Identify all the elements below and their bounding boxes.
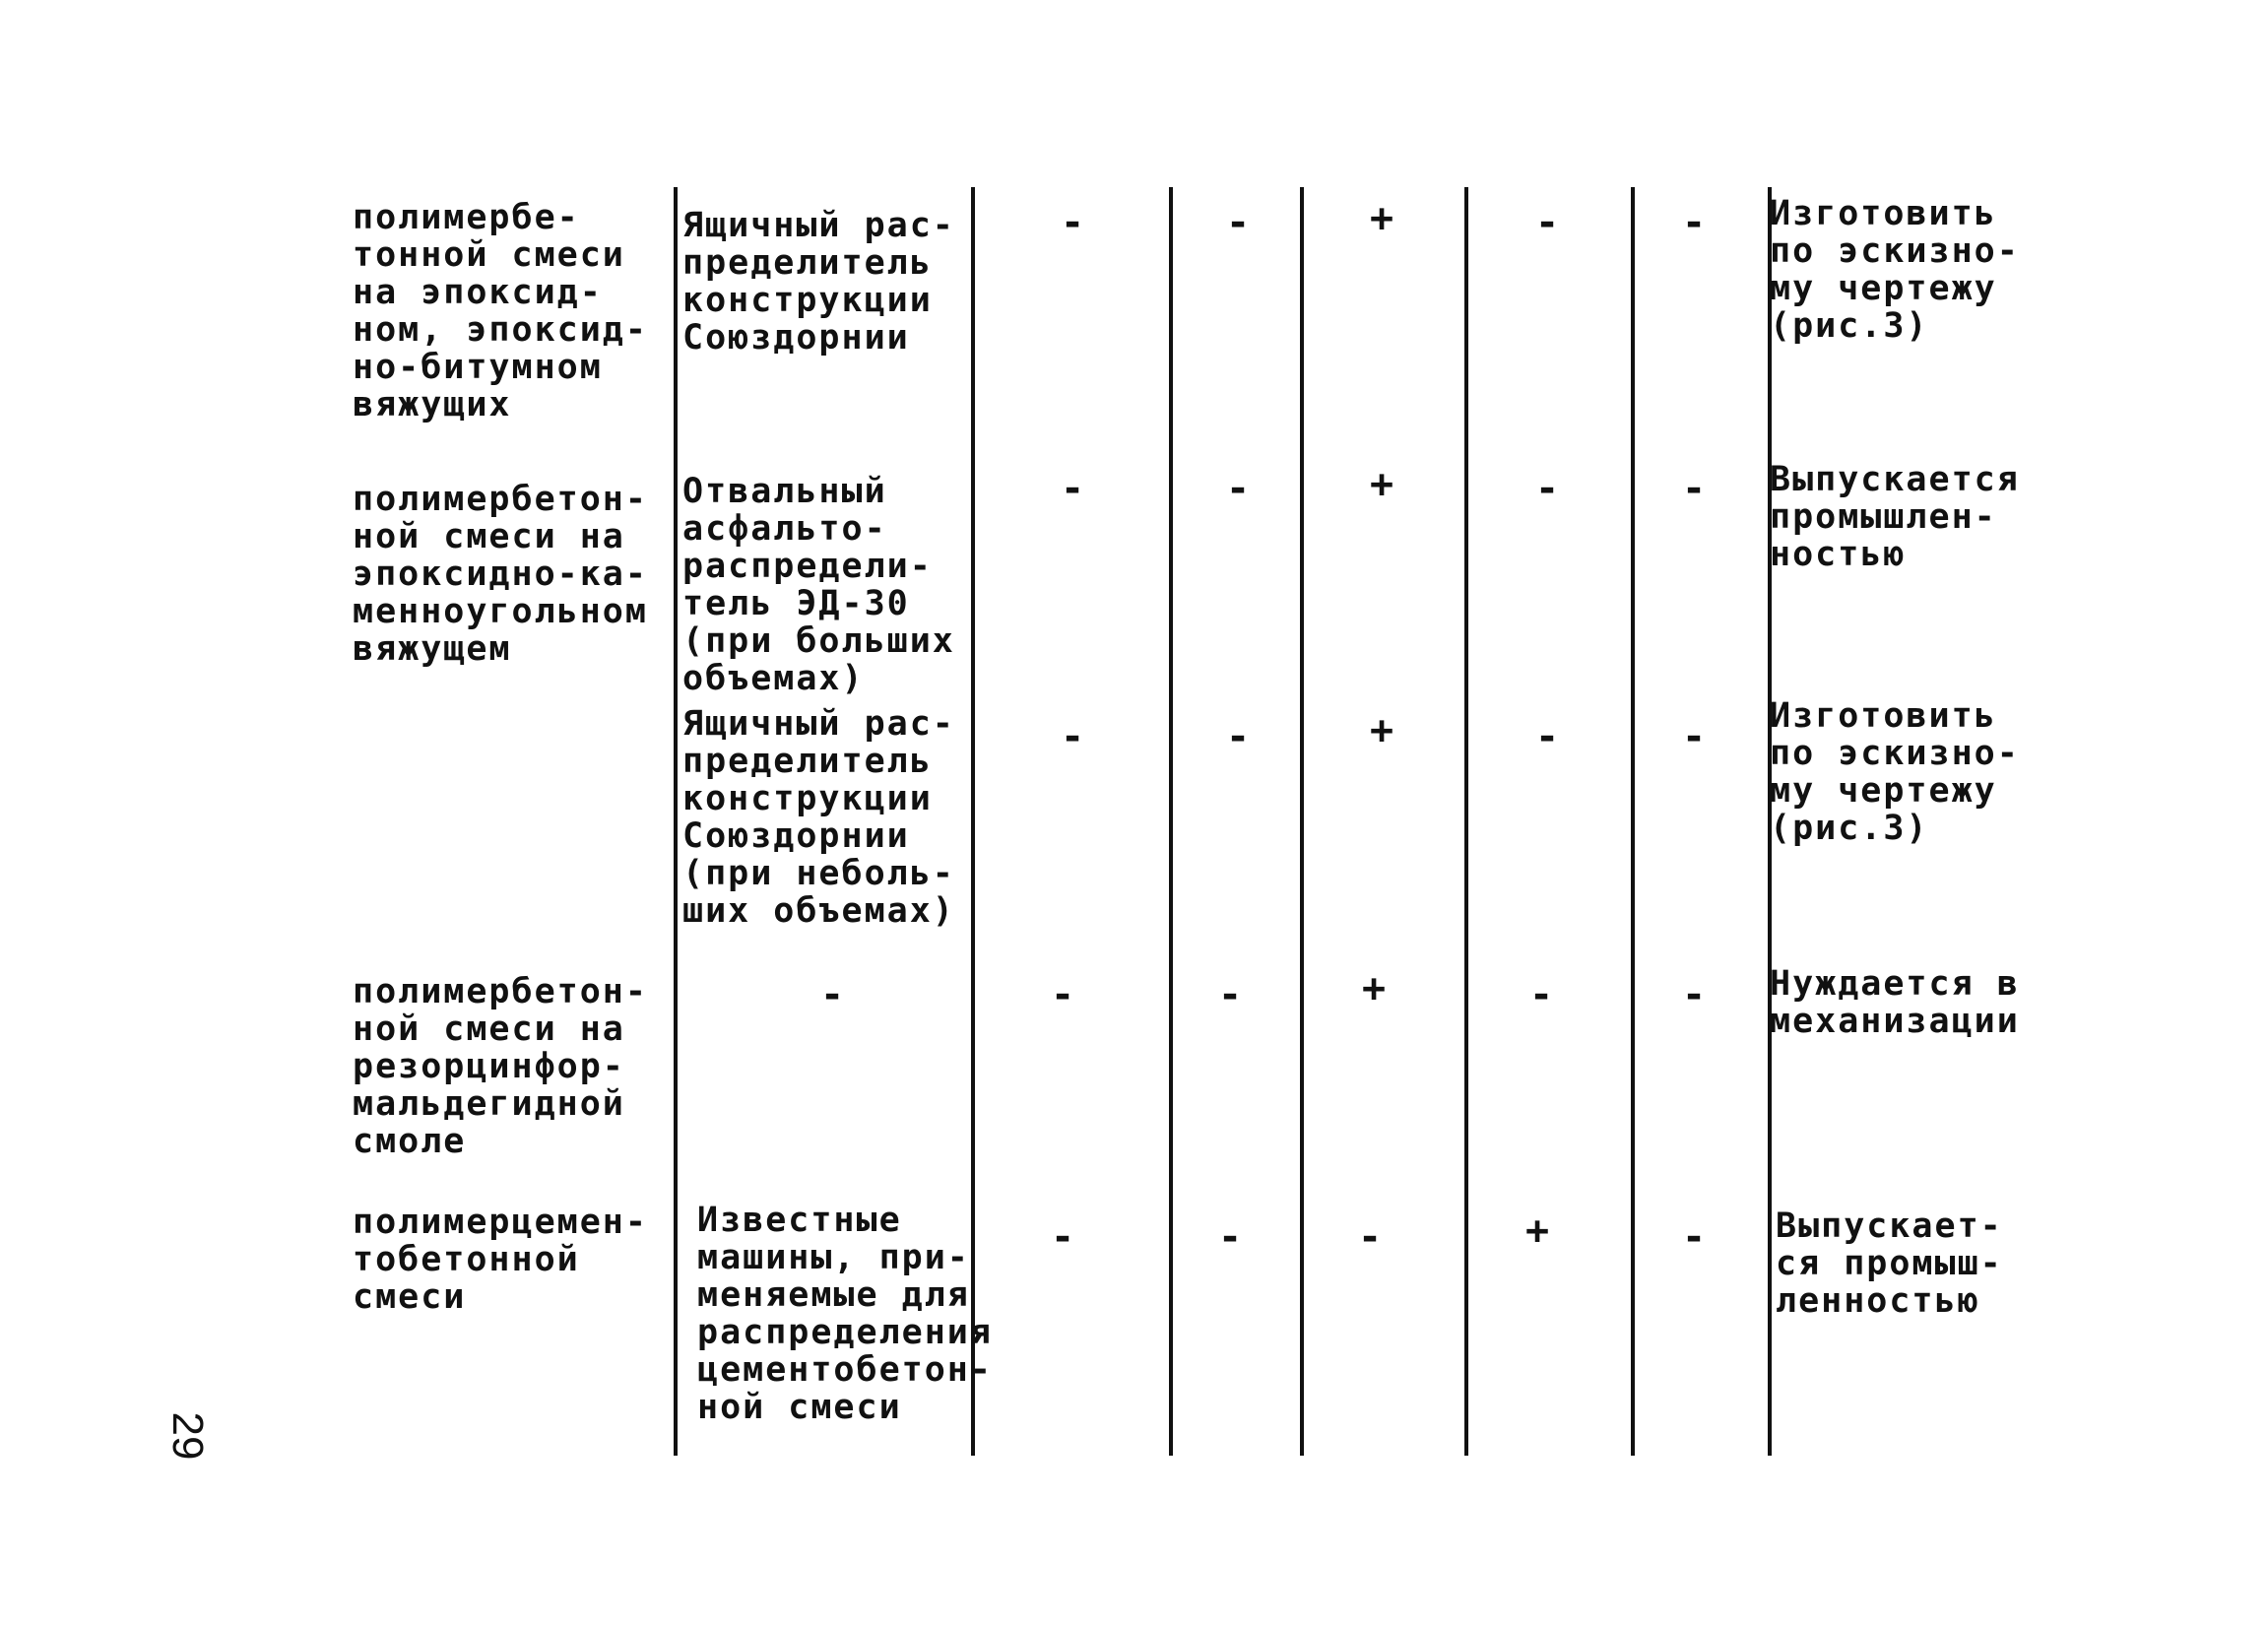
note-cell: Изготовить по эскизно- му чертежу (рис.3): [1770, 194, 2020, 346]
column-rule: [1631, 187, 1635, 1456]
mark: -: [1060, 466, 1085, 511]
note-cell: Выпускается промышлен- ностью: [1770, 460, 2020, 574]
mark: -: [1681, 200, 1707, 245]
mark: +: [1369, 708, 1394, 753]
mark: -: [1225, 714, 1251, 759]
mark: -: [1217, 1214, 1243, 1260]
mark: -: [1681, 972, 1707, 1017]
mark: -: [1060, 714, 1085, 759]
machine-cell: Ящичный рас- пределитель конструкции Союздорнии (при неболь- ших объемах): [682, 704, 955, 931]
mark: +: [1369, 462, 1394, 507]
mark: -: [1225, 466, 1251, 511]
material-cell: полимербетон- ной смеси на эпоксидно-ка- менноугольном вяжущем: [353, 480, 648, 669]
mark: -: [1534, 714, 1560, 759]
machine-cell: Известные машины, при- меняемые для распределения цементобетон- ной смеси: [697, 1201, 993, 1427]
mark: -: [1357, 1214, 1383, 1260]
mark: +: [1361, 966, 1387, 1011]
mark: -: [1681, 714, 1707, 759]
mark: -: [1217, 972, 1243, 1017]
column-rule: [1169, 187, 1173, 1456]
mark: -: [819, 972, 845, 1017]
material-cell: полимербетон- ной смеси на резорцинфор- мальдегидной смоле: [353, 972, 648, 1161]
mark: -: [1050, 972, 1075, 1017]
mark: -: [1528, 972, 1554, 1017]
column-rule: [1300, 187, 1304, 1456]
note-cell: Изготовить по эскизно- му чертежу (рис.3): [1770, 696, 2020, 848]
mark: -: [1534, 200, 1560, 245]
page-number: 29: [163, 1411, 212, 1461]
mark: -: [1534, 466, 1560, 511]
mark: +: [1369, 196, 1394, 241]
mark: -: [1225, 200, 1251, 245]
material-cell: полимерцемен- тобетонной смеси: [353, 1203, 648, 1317]
mark: +: [1524, 1208, 1550, 1254]
material-cell: полимербе- тонной смеси на эпоксид- ном, эпоксид- но-битумном вяжущих: [353, 198, 648, 424]
column-rule: [1464, 187, 1468, 1456]
mark: -: [1050, 1214, 1075, 1260]
mark: -: [1681, 466, 1707, 511]
machine-cell: Ящичный рас- пределитель конструкции Союздорнии: [682, 206, 955, 358]
mark: -: [1681, 1214, 1707, 1260]
mark: -: [1060, 200, 1085, 245]
note-cell: Выпускает- ся промыш- ленностью: [1776, 1206, 2003, 1321]
note-cell: Нуждается в механизации: [1770, 964, 2020, 1041]
machine-cell: Отвальный асфальто- распредели- тель ЭД-30 (при больших объемах): [682, 472, 955, 698]
column-rule: [674, 187, 678, 1456]
